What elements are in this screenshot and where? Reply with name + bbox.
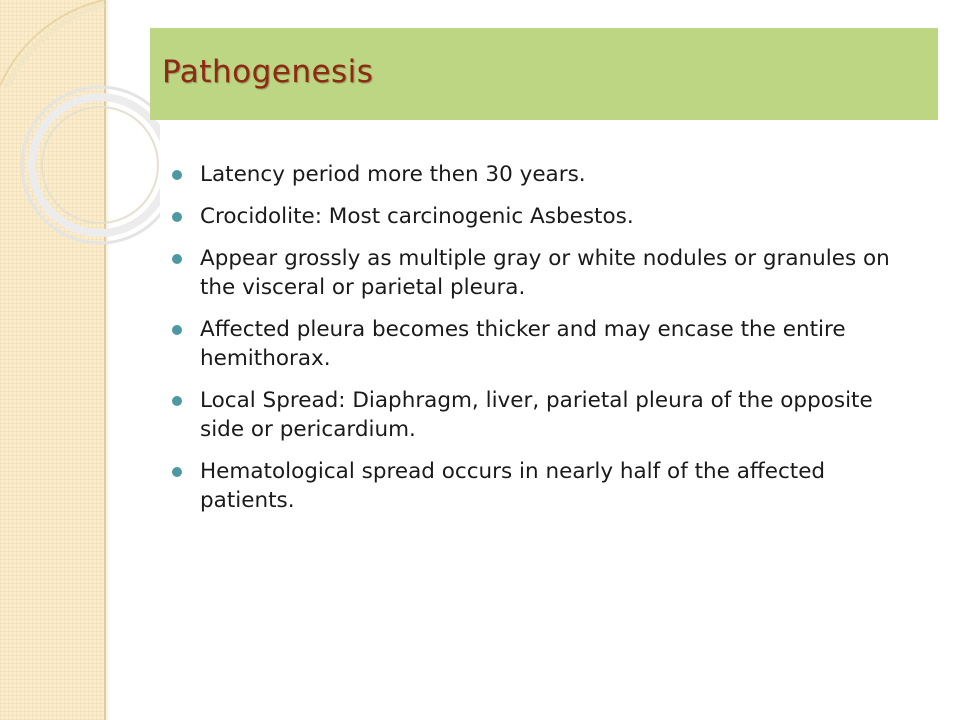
bullet-item [170, 160, 890, 189]
bullet-item [170, 457, 890, 515]
bullet-text: Crocidolite: Most carcinogenic Asbestos. [200, 204, 634, 229]
bullet-dot-icon [172, 325, 182, 335]
bullet-text: Appear grossly as multiple gray or white nodules or granules on the visceral or parietal pleura. [200, 246, 890, 300]
bullet-text: Hematological spread occurs in nearly half of the affected patients. [200, 459, 826, 513]
bullet-dot-icon [172, 212, 182, 222]
decorative-rings [0, 0, 160, 260]
bullet-text: Affected pleura becomes thicker and may encase the entire hemithorax. [200, 317, 846, 371]
bullet-dot-icon [172, 170, 182, 180]
bullet-text: Latency period more then 30 years. [200, 162, 586, 187]
bullet-dot-icon [172, 254, 182, 264]
slide-title: Pathogenesis [162, 54, 374, 90]
bullet-item [170, 202, 890, 231]
bullet-item [170, 315, 890, 373]
bullet-text: Local Spread: Diaphragm, liver, parietal pleura of the opposite side or pericardium. [200, 388, 873, 442]
bullet-dot-icon [172, 467, 182, 477]
bullet-list [170, 160, 890, 528]
bullet-dot-icon [172, 396, 182, 406]
bullet-item [170, 386, 890, 444]
bullet-item [170, 244, 890, 302]
title-bar [150, 28, 938, 120]
